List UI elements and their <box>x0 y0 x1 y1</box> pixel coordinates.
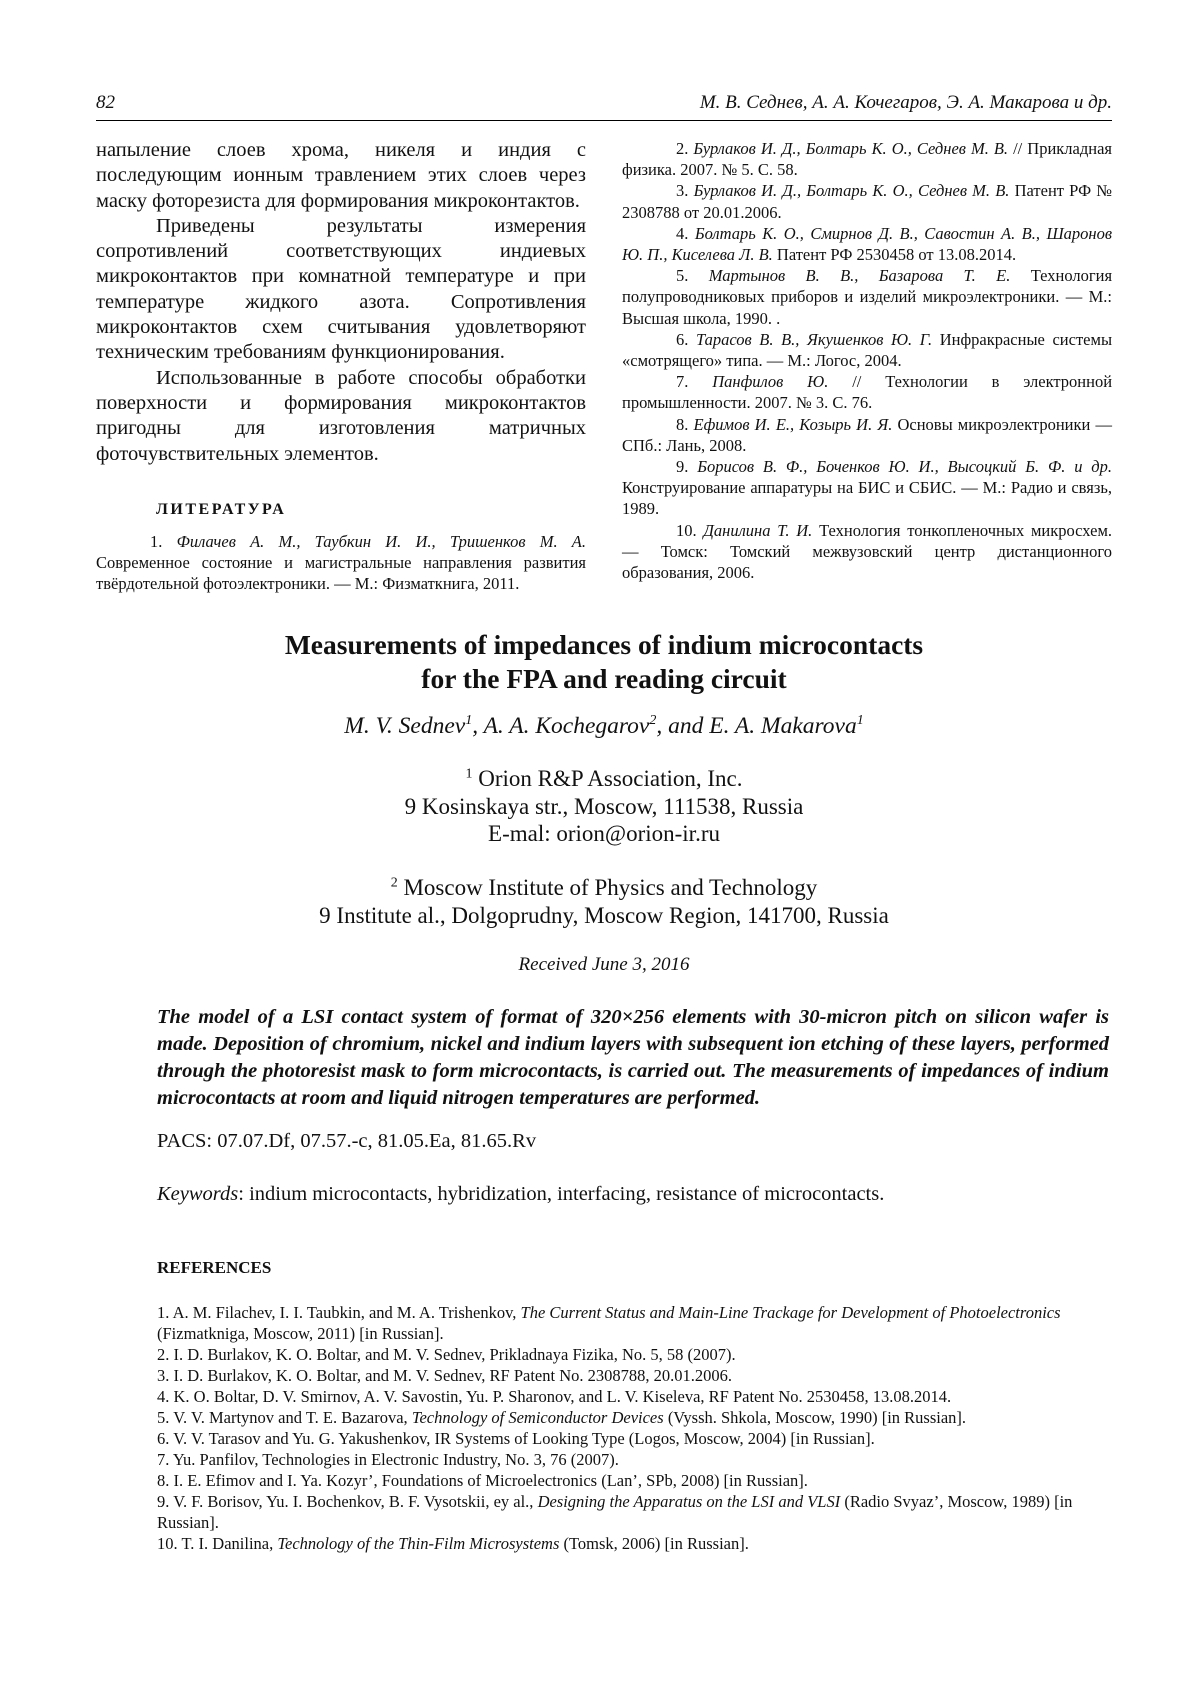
reference-ru-4 <box>622 223 1112 265</box>
reference-en-6 <box>157 1428 1107 1449</box>
ref-part: 10. T. I. Danilina, <box>157 1534 278 1553</box>
paragraph-1: напыление слоев хрома, никеля и индия с последующим ионным травлением этих слоев через маску фоторезиста для формирования микроконтактов. <box>96 139 586 212</box>
ref-text: // Прикладная физика. 2007. № 5. С. 58. <box>622 139 1112 180</box>
right-column <box>622 138 1112 583</box>
reference-en-4 <box>157 1386 1107 1407</box>
author-name: A. A. Kochegarov <box>483 713 650 739</box>
ref-italic: Technology of the Thin-Film Microsystems <box>277 1534 560 1553</box>
ref-part: 7. Yu. Panfilov, Technologies in Electronic Industry, No. 3, 76 (2007). <box>157 1450 619 1469</box>
affil-name: Moscow Institute of Physics and Technology <box>403 875 818 900</box>
ref-text: Современное состояние и магистральные направления развития твёрдотельной фотоэлектроники. — М.: Физматкнига, 2011. <box>96 553 586 594</box>
reference-ru-6 <box>622 329 1112 371</box>
ref-number: 4. <box>676 223 689 243</box>
affil-sup: 1 <box>465 766 473 782</box>
paragraph-2: Приведены результаты измерения сопротивлений соответствующих индиевых микроконтактов при комнатной температуре и при температуре жидкого азота. Сопротивления микроконтактов схем считывания удовлетворяют техническим требованиям функционирования. <box>96 214 586 364</box>
ref-part: 8. I. E. Efimov and I. Ya. Kozyr’, Foundations of Microelectronics (Lan’, SPb, 2008) [in Russian]. <box>157 1471 808 1490</box>
ref-italic: Designing the Apparatus on the LSI and VLSI <box>537 1492 841 1511</box>
references-heading: REFERENCES <box>157 1258 272 1277</box>
ref-part: 5. V. V. Martynov and T. E. Bazarova, <box>157 1408 412 1427</box>
ref-text: Конструирование аппаратуры на БИС и СБИС. — М.: Радио и связь, 1989. <box>622 478 1112 519</box>
ref-part: 3. I. D. Burlakov, K. O. Boltar, and M. V. Sednev, RF Patent No. 2308788, 20.01.2006. <box>157 1366 732 1385</box>
ref-italic: Technology of Semiconductor Devices <box>411 1408 664 1427</box>
reference-en-10 <box>157 1533 1107 1554</box>
reference-ru-2 <box>622 138 1112 180</box>
reference-ru-7 <box>622 371 1112 413</box>
paragraph-3: Использованные в работе способы обработки поверхности и формирования микроконтактов пригодны для изготовления матричных фоточувствительных элементов. <box>96 366 586 465</box>
article-title <box>96 628 1112 696</box>
author-affil-sup: 1 <box>856 713 864 729</box>
reference-en-5 <box>157 1407 1107 1428</box>
author-separator: , <box>472 713 484 739</box>
ref-authors: Болтарь К. О., Смирнов Д. В., Савостин А. В., Шаронов Ю. П., Киселева Л. В. <box>622 223 1113 265</box>
ref-part: 1. A. M. Filachev, I. I. Taubkin, and M. A. Trishenkov, <box>157 1303 521 1322</box>
ref-authors: Данилина Т. И. <box>703 520 813 540</box>
keywords-text: : indium microcontacts, hybridization, interfacing, resistance of microcontacts. <box>238 1183 885 1205</box>
author-name: M. V. Sednev <box>344 713 466 739</box>
ref-text: Патент РФ № 2308788 от 20.01.2006. <box>622 181 1113 222</box>
author-separator: , and <box>656 713 710 739</box>
ref-number: 3. <box>676 181 689 201</box>
reference-en-8 <box>157 1470 1107 1491</box>
reference-ru-3 <box>622 180 1112 222</box>
ref-number: 6. <box>676 329 689 349</box>
reference-ru-5 <box>622 265 1112 329</box>
ref-authors: Тарасов В. В., Якушенков Ю. Г. <box>696 329 933 349</box>
ref-part: 2. I. D. Burlakov, K. O. Boltar, and M. V. Sednev, Prikladnaya Fizika, No. 5, 58 (2007). <box>157 1345 736 1364</box>
ref-text: Инфракрасные системы «смотрящего» типа. — М.: Логос, 2004. <box>622 329 1113 371</box>
author-affil-sup: 1 <box>465 713 473 729</box>
ref-authors: Бурлаков И. Д., Болтарь К. О., Седнев М. В. <box>693 139 1009 158</box>
ref-authors: Мартынов В. В., Базарова Т. Е. <box>708 266 1011 286</box>
affil-email: E-mal: orion@orion-ir.ru <box>488 821 720 846</box>
ref-part: (Vyssh. Shkola, Moscow, 1990) [in Russian]. <box>663 1408 967 1427</box>
ref-authors: Ефимов И. Е., Козырь И. Я. <box>693 414 893 434</box>
ref-part: 9. V. F. Borisov, Yu. I. Bochenkov, B. F. Vysotskii, ey al., <box>157 1492 538 1511</box>
reference-ru-1 <box>96 531 586 595</box>
ref-part: 6. V. V. Tarasov and Yu. G. Yakushenkov, IR Systems of Looking Type (Logos, Moscow, 2004) [in Russian]. <box>157 1429 875 1448</box>
affil-sup: 2 <box>390 875 398 891</box>
literature-heading: ЛИТЕРАТУРА <box>156 500 287 518</box>
ref-text: // Технологии в электронной промышленности. 2007. № 3. С. 76. <box>622 372 1113 413</box>
left-column <box>96 138 586 594</box>
running-header <box>96 92 1112 121</box>
ref-number: 9. <box>676 457 689 477</box>
ref-part: (Tomsk, 2006) [in Russian]. <box>559 1534 749 1553</box>
affil-address: 9 Institute al., Dolgoprudny, Moscow Region, 141700, Russia <box>319 902 889 928</box>
affil-address: 9 Kosinskaya str., Moscow, 111538, Russia <box>404 793 804 819</box>
reference-en-7 <box>157 1449 1107 1470</box>
ref-part: (Fizmatkniga, Moscow, 2011) [in Russian]. <box>157 1324 444 1343</box>
title-line-1: Measurements of impedances of indium microcontacts <box>284 629 924 660</box>
author-affil-sup: 2 <box>649 713 657 729</box>
ref-text: Технология тонкопленочных микросхем. — Томск: Томский межвузовский центр дистанционного образования, 2006. <box>622 520 1113 583</box>
ref-part: 4. K. O. Boltar, D. V. Smirnov, A. V. Savostin, Yu. P. Sharonov, and L. V. Kiseleva, RF Patent No. 2530458, 13.08.2014. <box>157 1387 952 1406</box>
keywords <box>157 1183 884 1206</box>
reference-en-3 <box>157 1365 1107 1386</box>
ref-authors: Борисов В. Ф., Боченков Ю. И., Высоцкий Б. Ф. и др. <box>697 457 1112 477</box>
author-name: E. A. Makarova <box>709 713 857 739</box>
ref-number: 1. <box>150 531 163 551</box>
affiliation-2 <box>96 874 1112 929</box>
reference-ru-9 <box>622 456 1112 520</box>
article-authors <box>96 713 1112 740</box>
received-date: Received June 3, 2016 <box>518 954 690 975</box>
ref-italic: The Current Status and Main-Line Trackage for Development of Photoelectronics <box>520 1303 1061 1322</box>
abstract: The model of a LSI contact system of format of 320×256 elements with 30-micron pitch on silicon wafer is made. Deposition of chromium, nickel and indium layers with subsequent ion etching of these layers, performed through the photoresist mask to form microcontacts, is carried out. The measurements of impedances of indium microcontacts at room and liquid nitrogen temperatures are performed. <box>157 1006 1109 1109</box>
ref-authors: Филачев А. М., Таубкин И. И., Тришенков М. А. <box>176 531 587 551</box>
ref-number: 8. <box>676 414 689 434</box>
title-line-2: for the FPA and reading circuit <box>421 663 787 694</box>
ref-number: 7. <box>676 372 689 392</box>
reference-ru-8 <box>622 414 1112 456</box>
pacs-codes: PACS: 07.07.Df, 07.57.-c, 81.05.Ea, 81.65.Rv <box>157 1130 537 1152</box>
page-number: 82 <box>96 92 115 113</box>
keywords-label: Keywords <box>157 1183 239 1205</box>
running-authors: М. В. Седнев, А. А. Кочегаров, Э. А. Макарова и др. <box>699 92 1112 113</box>
ref-number: 10. <box>676 520 697 540</box>
reference-ru-10 <box>622 520 1112 584</box>
ref-authors: Панфилов Ю. <box>712 372 829 392</box>
ref-text: Технология полупроводниковых приборов и изделий микроэлектроники. — М.: Высшая школа, 1990. . <box>622 266 1113 328</box>
reference-en-1 <box>157 1302 1107 1344</box>
ref-text: Основы микроэлектроники — СПб.: Лань, 2008. <box>622 414 1112 455</box>
ref-part: (Radio Svyaz’, Moscow, 1989) [in Russian]. <box>157 1492 1073 1532</box>
ref-number: 5. <box>676 266 689 286</box>
ref-authors: Бурлаков И. Д., Болтарь К. О., Седнев М. В. <box>693 181 1010 201</box>
affiliation-1 <box>96 765 1112 848</box>
affil-name: Orion R&P Association, Inc. <box>478 766 743 791</box>
ref-number: 2. <box>676 139 689 158</box>
ref-text: Патент РФ 2530458 от 13.08.2014. <box>776 245 1017 265</box>
reference-en-9 <box>157 1491 1107 1533</box>
references-list <box>157 1302 1107 1554</box>
reference-en-2 <box>157 1344 1107 1365</box>
